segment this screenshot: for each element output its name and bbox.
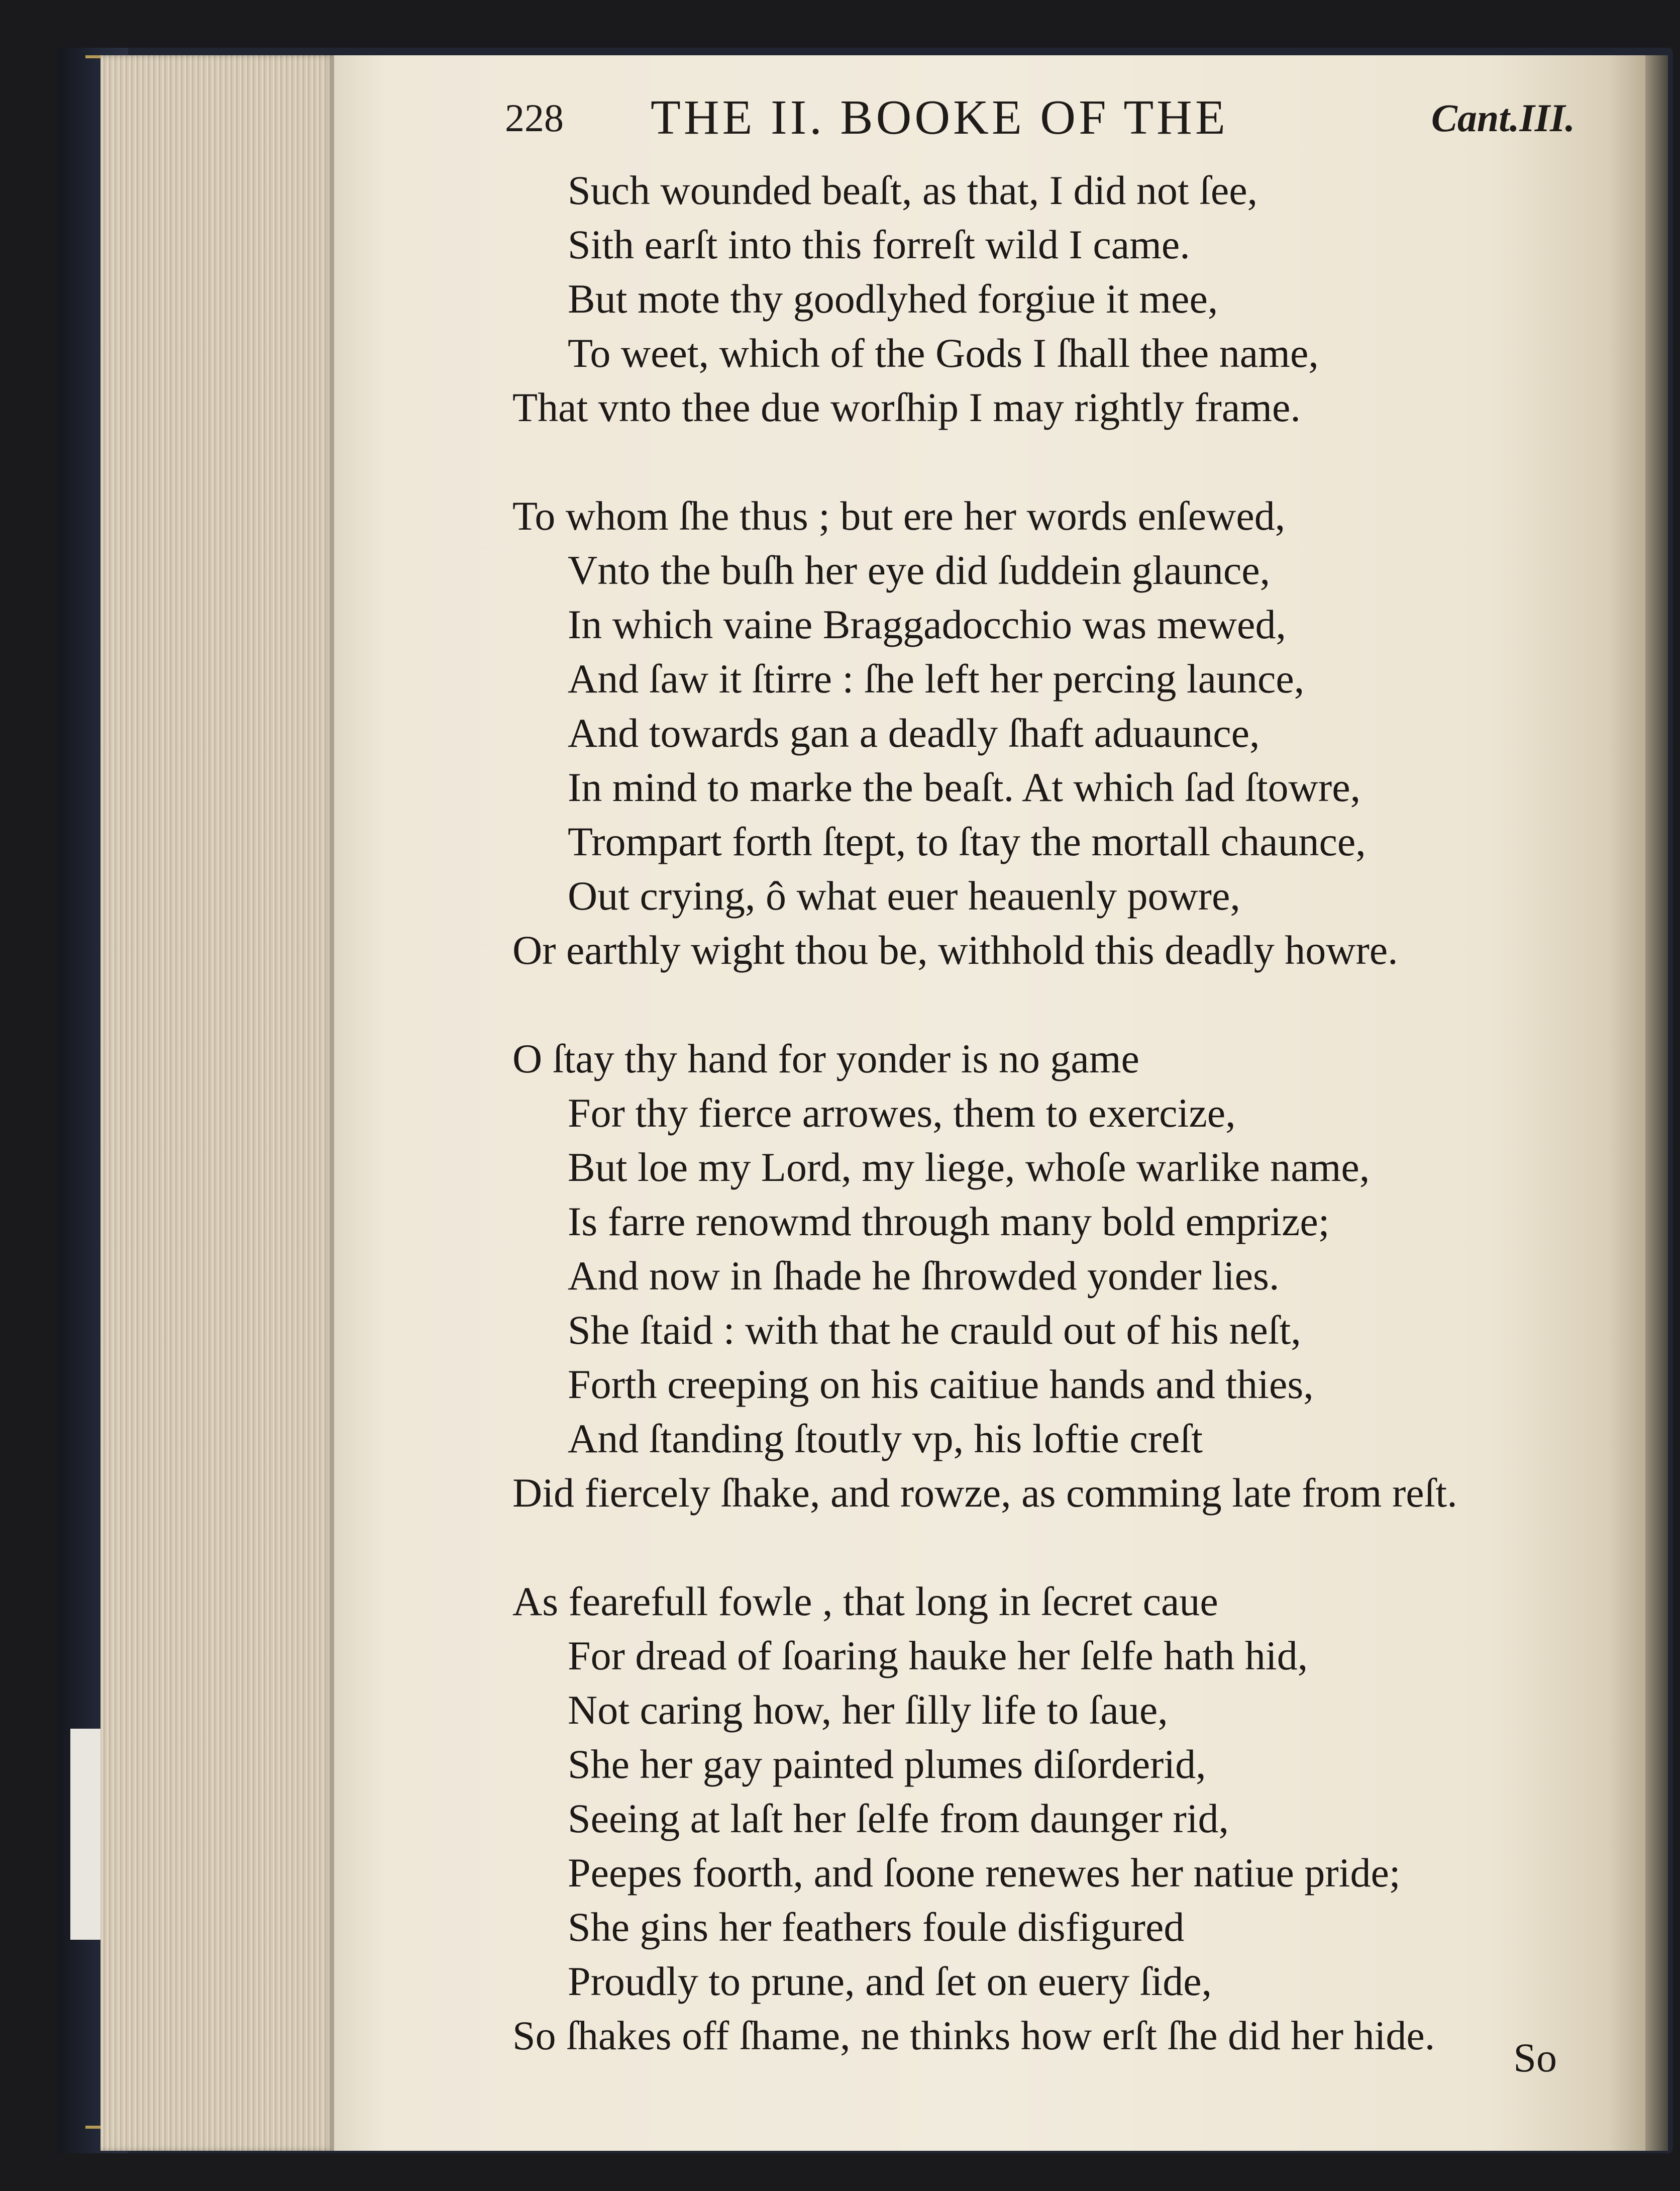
verse-line: Is farre renowmd through many bold emprize; [568, 1199, 1330, 1244]
verse-line: So ſhakes off ſhame, ne thinks how erſt ſhe did her hide. [512, 2013, 1435, 2058]
verse-line: Such wounded beaſt, as that, I did not ſee, [568, 167, 1258, 213]
verse-line: In mind to marke the beaſt. At which ſad ſtowre, [568, 764, 1361, 810]
verse-line: Vnto the buſh her eye did ſuddein glaunce, [568, 547, 1271, 593]
verse-line: In which vaine Braggadocchio was mewed, [568, 602, 1286, 647]
verse-line: Did fiercely ſhake, and rowze, as comming late from reſt. [512, 1470, 1457, 1516]
page-edges [100, 55, 334, 2151]
verse-line: Out crying, ô what euer heauenly powre, [568, 873, 1240, 919]
verse-line: And ſaw it ſtirre : ſhe left her percing launce, [568, 656, 1305, 702]
folio-number: 228 [505, 96, 564, 140]
verse-line: As fearefull fowle , that long in ſecret caue [512, 1578, 1218, 1624]
stanza [512, 1574, 1578, 2063]
stanza [512, 163, 1578, 435]
verse-line: O ſtay thy hand for yonder is no game [512, 1036, 1139, 1081]
verse-line: And ſtanding ſtoutly vp, his loftie creſt [568, 1416, 1203, 1461]
gutter-shadow [1645, 55, 1668, 2151]
canto-label: Cant.III. [1431, 96, 1575, 140]
verse-line: Trompart forth ſtept, to ſtay the mortall chaunce, [568, 819, 1366, 864]
verse-line: Forth creeping on his caitiue hands and thies, [568, 1361, 1314, 1407]
stanza [512, 489, 1578, 977]
shelf-label [70, 1729, 100, 1940]
verse-line: Sith earſt into this forreſt wild I came. [568, 222, 1190, 267]
verse-line: And now in ſhade he ſhrowded yonder lies. [568, 1253, 1280, 1299]
verse-line: She gins her feathers foule disfigured [568, 1904, 1185, 1950]
verse-line: But loe my Lord, my liege, whoſe warlike name, [568, 1144, 1370, 1190]
verse-line: For dread of ſoaring hauke her ſelfe hath hid, [568, 1633, 1308, 1678]
verse-line: And towards gan a deadly ſhaft aduaunce, [568, 710, 1260, 756]
stanza [512, 1032, 1578, 1520]
verse-line: Not caring how, her ſilly life to ſaue, [568, 1687, 1168, 1733]
verse-line: Or earthly wight thou be, withhold this deadly howre. [512, 927, 1398, 973]
verse-line: Proudly to prune, and ſet on euery ſide, [568, 1958, 1212, 2004]
verse-line: She her gay painted plumes diſorderid, [568, 1741, 1206, 1787]
verse-line: To weet, which of the Gods I ſhall thee name, [568, 330, 1319, 376]
page-header [505, 80, 1575, 156]
running-title: THE II. BOOKE OF THE [651, 90, 1228, 145]
catchword: So [1513, 2035, 1557, 2080]
verse-line: Peepes foorth, and ſoone renewes her natiue pride; [568, 1850, 1401, 1896]
verse-line: But mote thy goodlyhed forgiue it mee, [568, 276, 1218, 322]
poem-text [512, 163, 1578, 2117]
verse-line: For thy fierce arrowes, them to exercize, [568, 1090, 1236, 1136]
verse-line: She ſtaid : with that he crauld out of his neſt, [568, 1307, 1301, 1353]
verse-line: To whom ſhe thus ; but ere her words enſewed, [512, 493, 1286, 539]
verse-line: That vnto thee due worſhip I may rightly frame. [512, 384, 1301, 430]
verse-line: Seeing at laſt her ſelfe from daunger rid, [568, 1796, 1229, 1841]
